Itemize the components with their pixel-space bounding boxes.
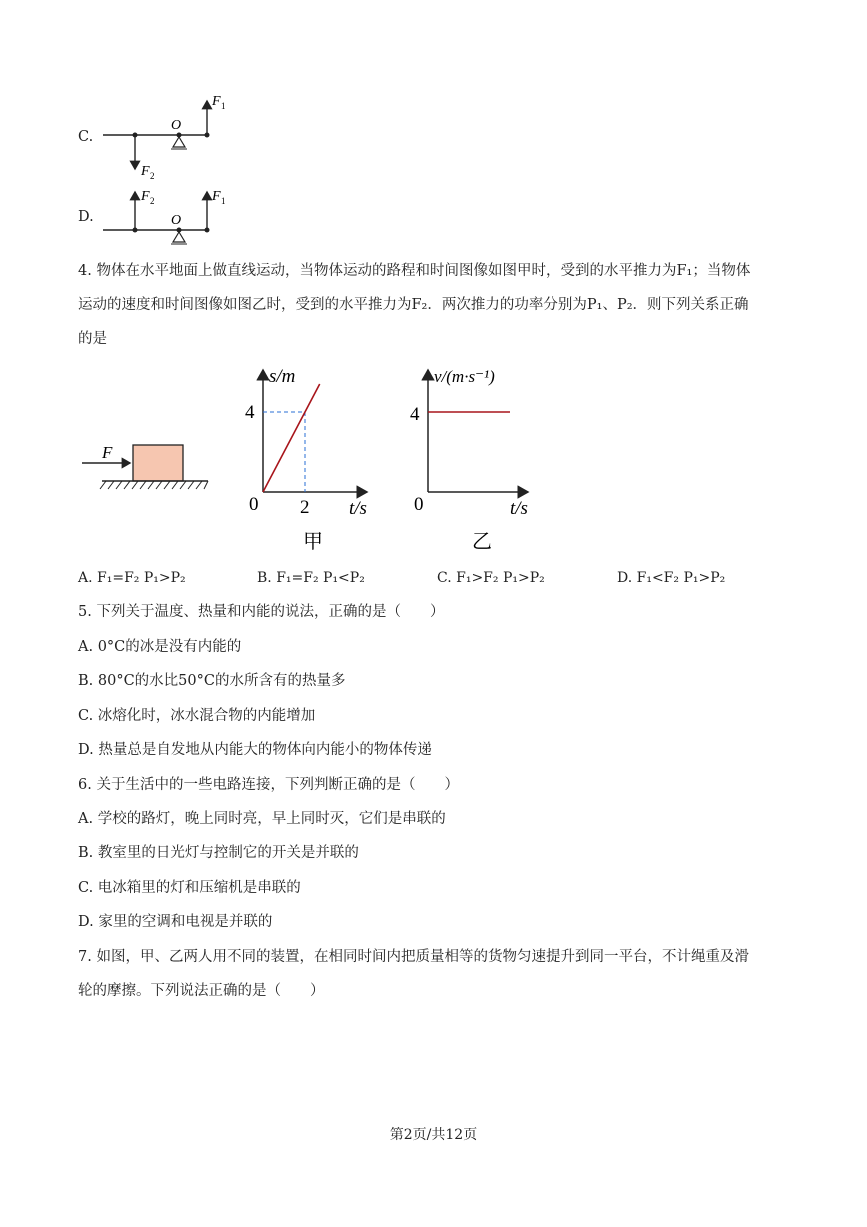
force-label: F — [102, 443, 113, 462]
f2-label: F — [141, 164, 150, 179]
q6-stem: 6. 关于生活中的一些电路连接，下列判断正确的是（ ） — [78, 777, 459, 793]
q4-option-c[interactable]: C. F₁>F₂ P₁>P₂ — [437, 570, 545, 586]
q7-stem-line2: 轮的摩擦。下列说法正确的是（ ） — [78, 983, 325, 999]
q5-option-b[interactable]: B. 80°C的水比50°C的水所含有的热量多 — [78, 673, 346, 689]
pivot-label: O — [171, 118, 182, 133]
f1-label: F — [212, 94, 221, 109]
q4-option-d[interactable]: D. F₁<F₂ P₁>P₂ — [617, 570, 726, 586]
x-axis-label: t/s — [510, 498, 528, 519]
x-tick-label: 2 — [300, 497, 310, 518]
chart-vt-graph — [400, 360, 550, 560]
q7-stem-line1: 7. 如图，甲、乙两人用不同的装置，在相同时间内把质量相等的货物匀速提升到同一平台，不计绳重及滑 — [78, 949, 749, 965]
chart-st-graph — [235, 360, 385, 560]
block — [133, 445, 183, 481]
q6-option-a[interactable]: A. 学校的路灯，晚上同时亮，早上同时灭，它们是串联的 — [78, 811, 446, 827]
pivot-label: O — [171, 213, 182, 228]
y-axis-label: s/m — [269, 366, 296, 387]
y-tick-label: 4 — [245, 402, 255, 423]
origin-label: 0 — [414, 494, 424, 515]
q6-option-c[interactable]: C. 电冰箱里的灯和压缩机是串联的 — [78, 880, 301, 896]
y-tick-label: 4 — [410, 404, 420, 425]
q3-option-d-label: D. — [78, 209, 94, 225]
f2-subscript: 2 — [150, 171, 155, 181]
f1-label: F — [212, 189, 221, 204]
origin-label: 0 — [249, 494, 259, 515]
f2-label: F — [141, 189, 150, 204]
chart-caption: 乙 — [472, 531, 492, 553]
chart-caption: 甲 — [303, 531, 323, 553]
series-line — [263, 384, 320, 492]
q5-option-a[interactable]: A. 0°C的冰是没有内能的 — [78, 639, 242, 655]
f1-subscript: 1 — [221, 196, 226, 206]
ground-hatch — [100, 481, 208, 489]
y-axis-label: v/(m·s⁻¹) — [434, 367, 495, 386]
lever-diagram-c — [95, 85, 245, 185]
q5-stem: 5. 下列关于温度、热量和内能的说法，正确的是（ ） — [78, 604, 445, 620]
f1-subscript: 1 — [221, 101, 226, 111]
q4-stem-line2: 运动的速度和时间图像如图乙时，受到的水平推力为F₂．两次推力的功率分别为P₁、P₂．则下列关系正确 — [78, 297, 749, 313]
f2-subscript: 2 — [150, 196, 155, 206]
page-footer: 第2页/共12页 — [389, 1127, 478, 1143]
block-diagram — [80, 438, 220, 498]
q3-option-c-label: C. — [78, 129, 94, 145]
q4-option-b[interactable]: B. F₁=F₂ P₁<P₂ — [257, 570, 365, 586]
q5-option-c[interactable]: C. 冰熔化时，冰水混合物的内能增加 — [78, 708, 316, 724]
q6-option-d[interactable]: D. 家里的空调和电视是并联的 — [78, 914, 273, 930]
q4-stem-line1: 4. 物体在水平地面上做直线运动，当物体运动的路程和时间图像如图甲时，受到的水平推力为F₁；当物体 — [78, 263, 751, 279]
lever-diagram-d — [95, 180, 245, 250]
q6-option-b[interactable]: B. 教室里的日光灯与控制它的开关是并联的 — [78, 845, 359, 861]
q5-option-d[interactable]: D. 热量总是自发地从内能大的物体向内能小的物体传递 — [78, 742, 432, 758]
q4-option-a[interactable]: A. F₁=F₂ P₁>P₂ — [78, 570, 186, 586]
q4-stem-line3: 的是 — [78, 331, 107, 347]
x-axis-label: t/s — [349, 498, 367, 519]
